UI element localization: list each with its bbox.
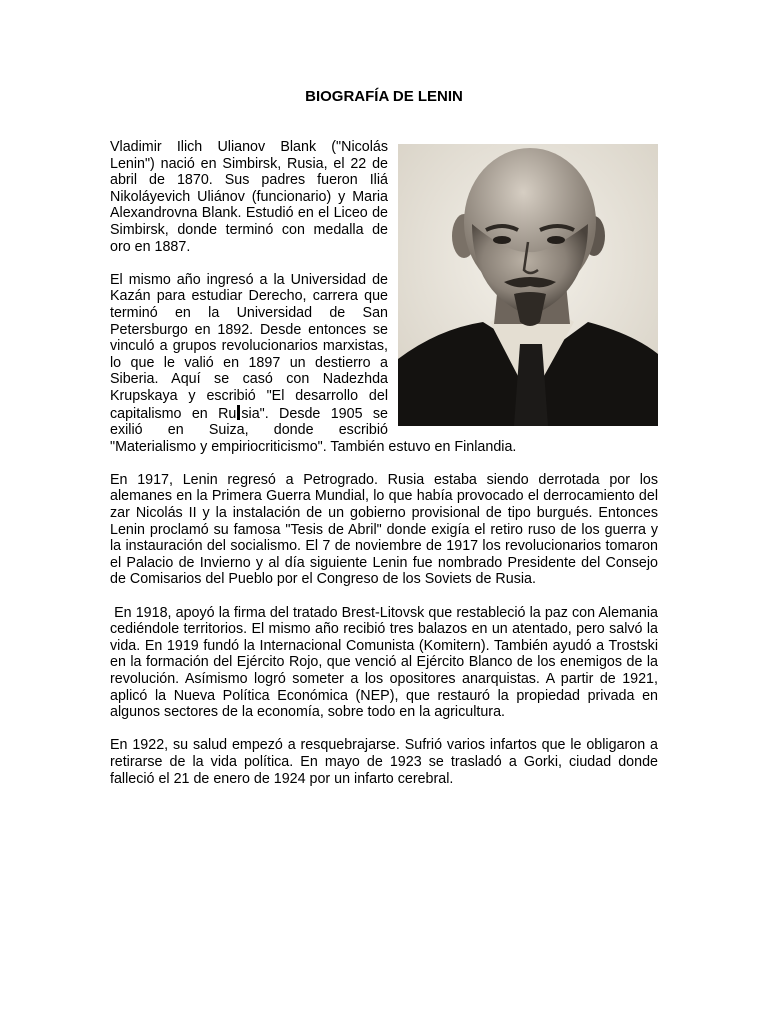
portrait-illustration <box>398 144 658 426</box>
paragraph-2-part-a: El mismo año ingresó a la Universidad de Kazán para estudiar Derecho, carrera que terminó en la Universidad de San Petersburgo en 1892. Desde entonces se vinculó a grupos revolucionarios marxistas, lo que le valió en 1897 un destierro a Siberia. Aquí se casó con Nadezhda Krupskaya y escribió "El desarrollo del capitalismo en Ru <box>110 271 388 422</box>
paragraph-3: En 1917, Lenin regresó a Petrogrado. Rusia estaba siendo derrotada por los alemanes en la Primera Guerra Mundial, lo que había provocado el derrocamiento del zar Nicolás II y la instalación de un gobierno provisional de tipo burgués. Entonces Lenin proclamó su famosa "Tesis de Abril" donde exigía el retiro ruso de los guerra y la instauración del socialismo. El 7 de noviembre de 1917 los revolucionarios tomaron el Palacio de Invierno y al día siguiente Lenin fue nombrado Presidente del Consejo de Comisarios del Pueblo por el Congreso de los Soviets de Rusia. <box>110 471 658 588</box>
paragraph-2-part-b: sia". Desde 1905 se exilió en Suiza, donde escribió "Materialismo y empiriocriticismo". También estuvo en Finlandia. <box>110 405 517 455</box>
paragraph-5: En 1922, su salud empezó a resquebrajarse. Sufrió varios infartos que le obligaron a retirarse de la vida política. En mayo de 1923 se trasladó a Gorki, ciudad donde falleció el 21 de enero de 1924 por un infarto cerebral. <box>110 737 658 787</box>
paragraph-4: En 1918, apoyó la firma del tratado Brest-Litovsk que restableció la paz con Alemania cediéndole territorios. El mismo año recibió tres balazos en un atentado, pero salvó la vida. En 1919 fundó la Internacional Comunista (Komitern). También ayudó a Trostski en la formación del Ejército Rojo, que venció al Ejército Blanco de los enemigos de la revolución. Asímismo logró someter a los opositores anarquistas. A partir de 1921, aplicó la Nueva Política Económica (NEP), que restauró la propiedad privada en algunos sectores de la economía, sobre todo en la agricultura. <box>110 604 662 721</box>
document-title: BIOGRAFÍA DE LENIN <box>305 88 463 105</box>
text-cursor <box>237 405 240 420</box>
paragraph-1: Vladimir Ilich Ulianov Blank ("Nicolás Lenin") nació en Simbirsk, Rusia, el 22 de abril de 1870. Sus padres fueron Iliá Nikoláyevich Uliánov (funcionario) y Maria Alexandrovna Blank. Estudió en el Liceo de Simbirsk, donde terminó con medalla de oro en 1887. <box>110 139 388 255</box>
document-body <box>110 139 662 804</box>
portrait-photo <box>398 144 658 426</box>
